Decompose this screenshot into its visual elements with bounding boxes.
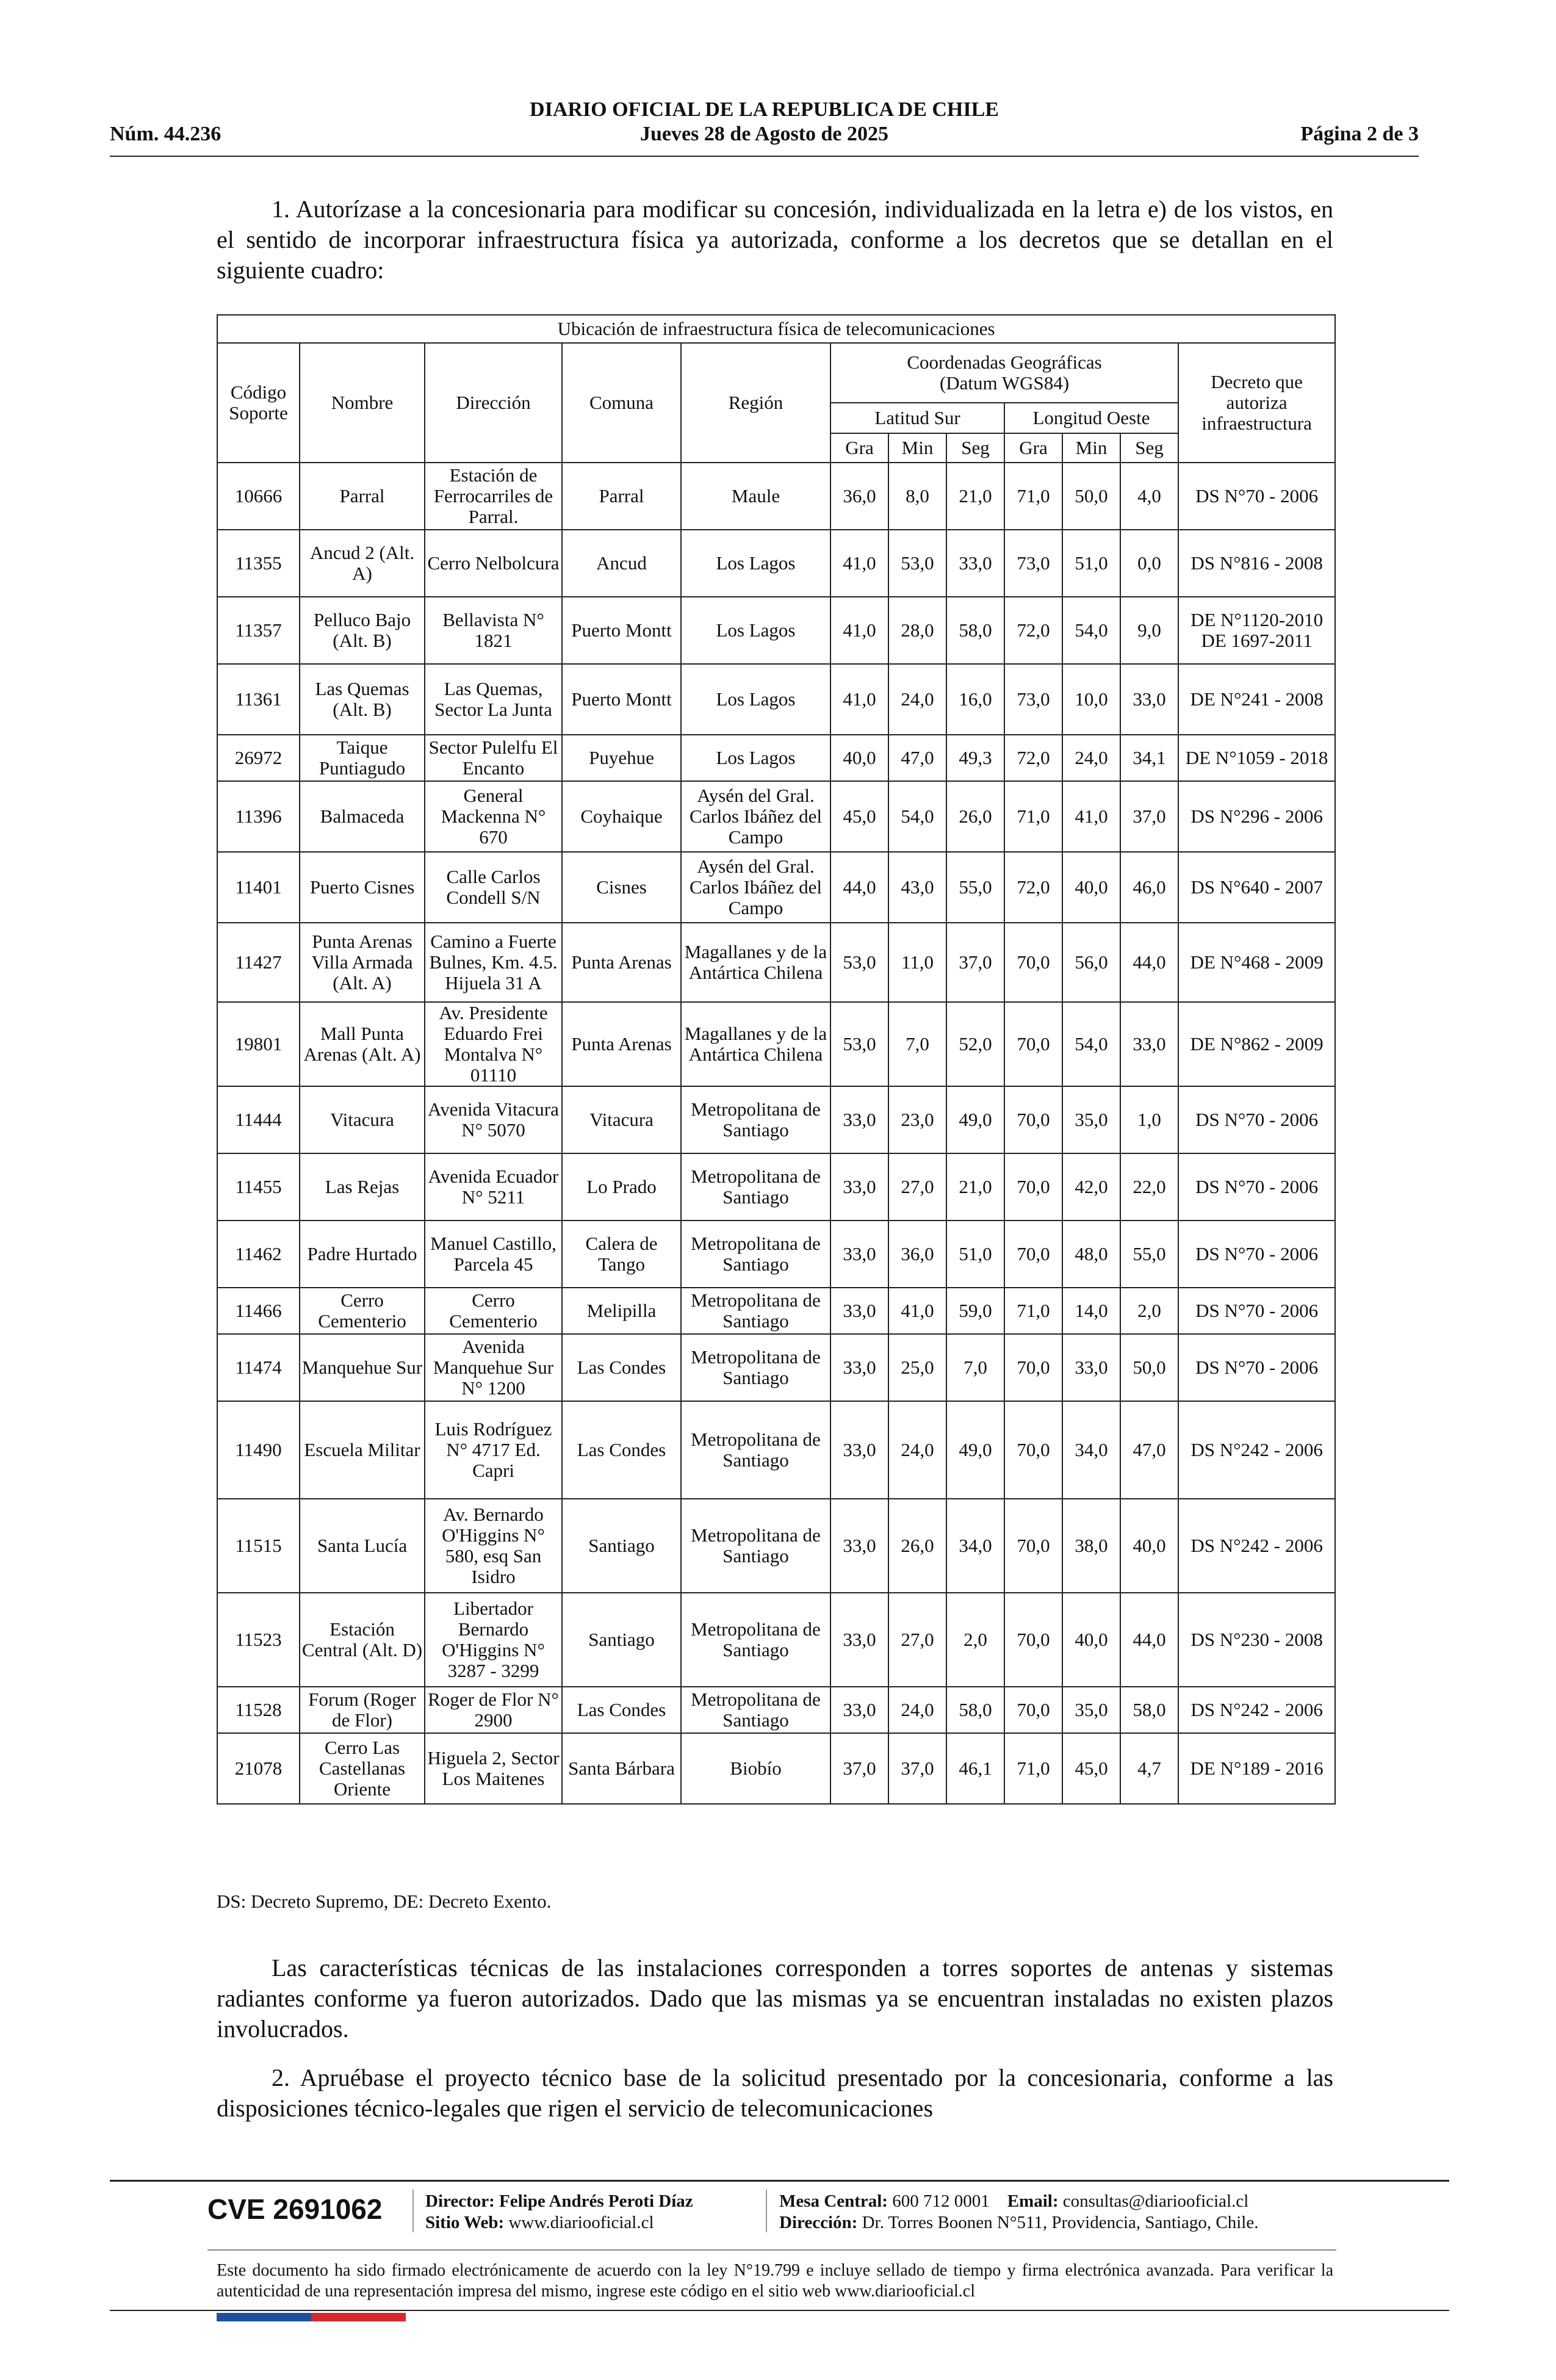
cell-lat-gra: 33,0	[830, 1687, 888, 1733]
cell-nombre: Escuela Militar	[300, 1401, 425, 1499]
footer-separator	[766, 2190, 767, 2232]
cell-lat-gra: 44,0	[830, 852, 888, 923]
cell-lat-min: 25,0	[888, 1334, 946, 1401]
cell-region: Magallanes y de la Antártica Chilena	[681, 923, 830, 1002]
cell-direccion: Sector Pulelfu El Encanto	[425, 735, 562, 781]
flag-color-bar	[217, 2313, 406, 2321]
footer-divider-bottom	[110, 2310, 1449, 2311]
issue-date: Jueves 28 de Agosto de 2025	[639, 123, 889, 145]
header-lon-seg: Seg	[1120, 433, 1178, 463]
cell-decreto: DE N°1059 - 2018	[1178, 735, 1335, 781]
cell-decreto: DS N°242 - 2006	[1178, 1401, 1335, 1499]
cell-direccion: Avenida Ecuador N° 5211	[425, 1153, 562, 1221]
cell-lat-gra: 41,0	[830, 597, 888, 664]
cell-lon-gra: 70,0	[1004, 1687, 1062, 1733]
cell-codigo: 21078	[217, 1733, 300, 1804]
header-lat-gra: Gra	[830, 433, 888, 463]
cell-lat-gra: 53,0	[830, 1002, 888, 1086]
table-row	[217, 1733, 1335, 1804]
cell-lon-min: 24,0	[1062, 735, 1120, 781]
cell-codigo: 19801	[217, 1002, 300, 1086]
table-row	[217, 923, 1335, 1002]
cell-decreto: DS N°242 - 2006	[1178, 1499, 1335, 1593]
cell-lat-min: 41,0	[888, 1288, 946, 1334]
director-label: Director:	[425, 2191, 495, 2211]
cell-region: Maule	[681, 463, 830, 530]
cell-decreto: DS N°640 - 2007	[1178, 852, 1335, 923]
cell-lon-seg: 47,0	[1120, 1401, 1178, 1499]
cell-lon-min: 41,0	[1062, 781, 1120, 852]
cell-comuna: Santiago	[562, 1593, 681, 1687]
table-row	[217, 1334, 1335, 1401]
cell-lon-gra: 72,0	[1004, 735, 1062, 781]
cell-lon-seg: 9,0	[1120, 597, 1178, 664]
cell-lat-gra: 33,0	[830, 1221, 888, 1288]
cell-lat-seg: 37,0	[946, 923, 1004, 1002]
cell-lat-seg: 21,0	[946, 463, 1004, 530]
cell-direccion: Calle Carlos Condell S/N	[425, 852, 562, 923]
cell-comuna: Santiago	[562, 1499, 681, 1593]
cell-nombre: Cerro Cementerio	[300, 1288, 425, 1334]
table-row	[217, 781, 1335, 852]
cell-lon-seg: 46,0	[1120, 852, 1178, 923]
cell-direccion: Luis Rodríguez N° 4717 Ed. Capri	[425, 1401, 562, 1499]
cell-codigo: 11490	[217, 1401, 300, 1499]
cell-comuna: Calera de Tango	[562, 1221, 681, 1288]
cell-lat-seg: 16,0	[946, 664, 1004, 735]
cell-lon-gra: 70,0	[1004, 1153, 1062, 1221]
cell-lat-min: 53,0	[888, 530, 946, 597]
cell-codigo: 11515	[217, 1499, 300, 1593]
table-caption: Ubicación de infraestructura física de telecomunicaciones	[217, 315, 1335, 343]
cell-codigo: 11474	[217, 1334, 300, 1401]
cell-codigo: 11355	[217, 530, 300, 597]
cell-codigo: 11427	[217, 923, 300, 1002]
cell-nombre: Puerto Cisnes	[300, 852, 425, 923]
cell-comuna: Parral	[562, 463, 681, 530]
cell-lat-gra: 33,0	[830, 1499, 888, 1593]
cell-lon-seg: 55,0	[1120, 1221, 1178, 1288]
cell-lat-gra: 33,0	[830, 1334, 888, 1401]
header-coordenadas	[830, 343, 1178, 403]
cell-decreto: DS N°70 - 2006	[1178, 1221, 1335, 1288]
table-row	[217, 463, 1335, 530]
cell-comuna: Puerto Montt	[562, 597, 681, 664]
cell-lat-seg: 2,0	[946, 1593, 1004, 1687]
cell-lat-seg: 58,0	[946, 1687, 1004, 1733]
cell-lon-seg: 4,7	[1120, 1733, 1178, 1804]
cell-region: Metropolitana de Santiago	[681, 1221, 830, 1288]
cell-comuna: Puerto Montt	[562, 664, 681, 735]
cell-lat-seg: 55,0	[946, 852, 1004, 923]
cell-decreto: DE N°468 - 2009	[1178, 923, 1335, 1002]
table-row	[217, 1288, 1335, 1334]
cell-lat-min: 36,0	[888, 1221, 946, 1288]
cell-lon-seg: 34,1	[1120, 735, 1178, 781]
cell-lat-gra: 33,0	[830, 1593, 888, 1687]
address-label: Dirección:	[779, 2213, 858, 2232]
paragraph-1: 1. Autorízase a la concesionaria para modificar su concesión, individualizada en la letra e) de los vistos, en el sentido de incorporar infraestructura física ya autorizada, conforme a los decretos que se detallan en el siguiente cuadro:	[217, 195, 1333, 284]
cell-lon-seg: 33,0	[1120, 664, 1178, 735]
cell-nombre: Manquehue Sur	[300, 1334, 425, 1401]
cell-lon-gra: 70,0	[1004, 1086, 1062, 1153]
cell-comuna: Melipilla	[562, 1288, 681, 1334]
table-row	[217, 735, 1335, 781]
cell-lon-seg: 37,0	[1120, 781, 1178, 852]
cell-lat-min: 43,0	[888, 852, 946, 923]
cell-lon-gra: 70,0	[1004, 923, 1062, 1002]
cell-lon-gra: 70,0	[1004, 1334, 1062, 1401]
cell-comuna: Lo Prado	[562, 1153, 681, 1221]
cell-nombre: Parral	[300, 463, 425, 530]
cell-lon-seg: 50,0	[1120, 1334, 1178, 1401]
cell-comuna: Vitacura	[562, 1086, 681, 1153]
cell-nombre: Cerro Las Castellanas Oriente	[300, 1733, 425, 1804]
cell-comuna: Puyehue	[562, 735, 681, 781]
cell-lat-seg: 21,0	[946, 1153, 1004, 1221]
cell-lat-min: 54,0	[888, 781, 946, 852]
cell-decreto: DS N°70 - 2006	[1178, 463, 1335, 530]
cell-lon-seg: 33,0	[1120, 1002, 1178, 1086]
cell-direccion: Las Quemas, Sector La Junta	[425, 664, 562, 735]
cell-lat-min: 37,0	[888, 1733, 946, 1804]
header-direccion: Dirección	[425, 343, 562, 463]
cell-lon-min: 48,0	[1062, 1221, 1120, 1288]
cell-lat-seg: 49,0	[946, 1401, 1004, 1499]
header-nombre: Nombre	[300, 343, 425, 463]
cell-nombre: Punta Arenas Villa Armada (Alt. A)	[300, 923, 425, 1002]
cell-lat-gra: 33,0	[830, 1288, 888, 1334]
cell-comuna: Las Condes	[562, 1687, 681, 1733]
cell-lon-gra: 72,0	[1004, 852, 1062, 923]
header-latitud: Latitud Sur	[830, 403, 1004, 433]
cell-nombre: Ancud 2 (Alt. A)	[300, 530, 425, 597]
flag-blue-segment	[217, 2313, 311, 2321]
cell-lat-seg: 49,3	[946, 735, 1004, 781]
cell-lon-seg: 0,0	[1120, 530, 1178, 597]
address-value: Dr. Torres Boonen N°511, Providencia, Santiago, Chile.	[862, 2213, 1259, 2232]
cell-nombre: Pelluco Bajo (Alt. B)	[300, 597, 425, 664]
cell-region: Metropolitana de Santiago	[681, 1401, 830, 1499]
cell-region: Aysén del Gral. Carlos Ibáñez del Campo	[681, 852, 830, 923]
cell-region: Metropolitana de Santiago	[681, 1086, 830, 1153]
header-lon-min: Min	[1062, 433, 1120, 463]
header-comuna: Comuna	[562, 343, 681, 463]
cell-lat-seg: 52,0	[946, 1002, 1004, 1086]
cell-lat-gra: 53,0	[830, 923, 888, 1002]
cell-lon-gra: 70,0	[1004, 1499, 1062, 1593]
cell-nombre: Forum (Roger de Flor)	[300, 1687, 425, 1733]
cell-decreto: DS N°70 - 2006	[1178, 1288, 1335, 1334]
footer-divider-mid	[207, 2249, 1336, 2251]
cell-lon-min: 42,0	[1062, 1153, 1120, 1221]
cell-direccion: Cerro Cementerio	[425, 1288, 562, 1334]
cell-direccion: Estación de Ferrocarriles de Parral.	[425, 463, 562, 530]
table-row	[217, 1153, 1335, 1221]
header-divider	[110, 156, 1419, 157]
cell-lon-min: 38,0	[1062, 1499, 1120, 1593]
flag-red-segment	[311, 2313, 406, 2321]
cell-lon-gra: 70,0	[1004, 1221, 1062, 1288]
cell-decreto: DS N°296 - 2006	[1178, 781, 1335, 852]
cell-nombre: Balmaceda	[300, 781, 425, 852]
cell-lat-seg: 46,1	[946, 1733, 1004, 1804]
cell-region: Los Lagos	[681, 530, 830, 597]
cell-codigo: 11357	[217, 597, 300, 664]
cell-direccion: Av. Presidente Eduardo Frei Montalva N° 01110	[425, 1002, 562, 1086]
mesa-label: Mesa Central:	[779, 2191, 888, 2211]
email-link[interactable]: consultas@diariooficial.cl	[1062, 2191, 1249, 2211]
table-row	[217, 664, 1335, 735]
cell-nombre: Taique Puntiagudo	[300, 735, 425, 781]
paragraph-2: Las características técnicas de las instalaciones corresponden a torres soportes de antenas y sistemas radiantes conforme ya fueron autorizados. Dado que las mismas ya se encuentran instaladas no existen plazos involucrados.	[217, 1954, 1333, 2043]
cell-lon-seg: 22,0	[1120, 1153, 1178, 1221]
issue-number: Núm. 44.236	[110, 123, 222, 145]
cell-direccion: Avenida Vitacura N° 5070	[425, 1086, 562, 1153]
director-name: Felipe Andrés Peroti Díaz	[499, 2191, 693, 2211]
cell-region: Los Lagos	[681, 735, 830, 781]
cell-lat-min: 27,0	[888, 1593, 946, 1687]
website-label: Sitio Web:	[425, 2213, 505, 2232]
cell-lon-min: 40,0	[1062, 1593, 1120, 1687]
cell-region: Metropolitana de Santiago	[681, 1334, 830, 1401]
cell-lon-gra: 70,0	[1004, 1401, 1062, 1499]
cell-lon-min: 51,0	[1062, 530, 1120, 597]
cell-lat-min: 27,0	[888, 1153, 946, 1221]
table-row	[217, 597, 1335, 664]
cell-lon-min: 54,0	[1062, 597, 1120, 664]
cell-lat-min: 7,0	[888, 1002, 946, 1086]
cell-decreto: DS N°70 - 2006	[1178, 1153, 1335, 1221]
cell-direccion: General Mackenna N° 670	[425, 781, 562, 852]
cell-decreto: DS N°242 - 2006	[1178, 1687, 1335, 1733]
website-link[interactable]: www.diariooficial.cl	[508, 2213, 654, 2232]
table-footnote: DS: Decreto Supremo, DE: Decreto Exento.	[217, 1891, 552, 1912]
header-lon-gra: Gra	[1004, 433, 1062, 463]
cell-comuna: Santa Bárbara	[562, 1733, 681, 1804]
legal-notice: Este documento ha sido firmado electrónicamente de acuerdo con la ley N°19.799 e incluye sellado de tiempo y firma electrónica avanzada. Para verificar la autenticidad de una representación impresa del mismo, ingrese este código en el sitio web www.diariooficial.cl	[217, 2261, 1333, 2301]
cell-lon-min: 40,0	[1062, 852, 1120, 923]
cell-lon-gra: 71,0	[1004, 463, 1062, 530]
cell-nombre: Padre Hurtado	[300, 1221, 425, 1288]
cell-region: Aysén del Gral. Carlos Ibáñez del Campo	[681, 781, 830, 852]
table-row	[217, 530, 1335, 597]
table-row	[217, 1401, 1335, 1499]
cell-decreto: DS N°70 - 2006	[1178, 1086, 1335, 1153]
table-row	[217, 1002, 1335, 1086]
cell-comuna: Las Condes	[562, 1401, 681, 1499]
cell-lon-min: 14,0	[1062, 1288, 1120, 1334]
cell-nombre: Las Rejas	[300, 1153, 425, 1221]
cell-lat-gra: 37,0	[830, 1733, 888, 1804]
cell-region: Metropolitana de Santiago	[681, 1499, 830, 1593]
footer-separator	[412, 2190, 414, 2232]
newspaper-title: DIARIO OFICIAL DE LA REPUBLICA DE CHILE	[530, 98, 999, 121]
cell-lat-min: 24,0	[888, 1687, 946, 1733]
cell-lat-min: 8,0	[888, 463, 946, 530]
header-codigo: Código Soporte	[217, 343, 300, 463]
cell-lon-min: 56,0	[1062, 923, 1120, 1002]
table-row	[217, 852, 1335, 923]
cell-codigo: 11396	[217, 781, 300, 852]
header-lat-seg: Seg	[946, 433, 1004, 463]
cell-region: Metropolitana de Santiago	[681, 1288, 830, 1334]
cell-lon-gra: 71,0	[1004, 781, 1062, 852]
cell-direccion: Manuel Castillo, Parcela 45	[425, 1221, 562, 1288]
cell-lat-seg: 33,0	[946, 530, 1004, 597]
cell-region: Los Lagos	[681, 664, 830, 735]
footer-contact-block	[779, 2191, 1258, 2234]
cell-lon-seg: 1,0	[1120, 1086, 1178, 1153]
cell-lon-gra: 73,0	[1004, 530, 1062, 597]
header-region: Región	[681, 343, 830, 463]
cell-lon-min: 10,0	[1062, 664, 1120, 735]
cell-direccion: Bellavista N° 1821	[425, 597, 562, 664]
cell-lon-seg: 4,0	[1120, 463, 1178, 530]
cve-code: CVE 2691062	[207, 2193, 383, 2225]
cell-lat-min: 11,0	[888, 923, 946, 1002]
cell-decreto: DE N°862 - 2009	[1178, 1002, 1335, 1086]
cell-lat-seg: 51,0	[946, 1221, 1004, 1288]
header-decreto: Decreto que autoriza infraestructura	[1178, 343, 1335, 463]
cell-lat-gra: 45,0	[830, 781, 888, 852]
cell-lat-seg: 58,0	[946, 597, 1004, 664]
cell-lat-seg: 34,0	[946, 1499, 1004, 1593]
cell-lon-gra: 71,0	[1004, 1288, 1062, 1334]
cell-decreto: DE N°1120-2010 DE 1697-2011	[1178, 597, 1335, 664]
cell-region: Metropolitana de Santiago	[681, 1593, 830, 1687]
cell-region: Magallanes y de la Antártica Chilena	[681, 1002, 830, 1086]
cell-direccion: Cerro Nelbolcura	[425, 530, 562, 597]
cell-codigo: 11523	[217, 1593, 300, 1687]
header-lat-min: Min	[888, 433, 946, 463]
cell-lon-seg: 2,0	[1120, 1288, 1178, 1334]
cell-comuna: Ancud	[562, 530, 681, 597]
cell-lon-gra: 73,0	[1004, 664, 1062, 735]
cell-region: Metropolitana de Santiago	[681, 1153, 830, 1221]
header-coordenadas-line2: (Datum WGS84)	[939, 372, 1070, 394]
header-longitud: Longitud Oeste	[1004, 403, 1178, 433]
cell-nombre: Vitacura	[300, 1086, 425, 1153]
cell-codigo: 11466	[217, 1288, 300, 1334]
cell-lon-seg: 44,0	[1120, 923, 1178, 1002]
cell-comuna: Punta Arenas	[562, 923, 681, 1002]
cell-decreto: DS N°70 - 2006	[1178, 1334, 1335, 1401]
header-coordenadas-line1: Coordenadas Geográficas	[907, 352, 1102, 373]
cell-lon-gra: 71,0	[1004, 1733, 1062, 1804]
mesa-phone: 600 712 0001	[892, 2191, 990, 2211]
cell-codigo: 11361	[217, 664, 300, 735]
cell-lon-min: 34,0	[1062, 1401, 1120, 1499]
cell-comuna: Las Condes	[562, 1334, 681, 1401]
table-row	[217, 1499, 1335, 1593]
page-header	[110, 98, 1419, 156]
cell-codigo: 11455	[217, 1153, 300, 1221]
cell-codigo: 11444	[217, 1086, 300, 1153]
footer-divider-top	[110, 2180, 1449, 2182]
cell-lon-seg: 40,0	[1120, 1499, 1178, 1593]
cell-nombre: Estación Central (Alt. D)	[300, 1593, 425, 1687]
cell-nombre: Las Quemas (Alt. B)	[300, 664, 425, 735]
cell-decreto: DS N°816 - 2008	[1178, 530, 1335, 597]
cell-direccion: Roger de Flor N° 2900	[425, 1687, 562, 1733]
cell-lat-gra: 36,0	[830, 463, 888, 530]
cell-direccion: Avenida Manquehue Sur N° 1200	[425, 1334, 562, 1401]
cell-lat-min: 23,0	[888, 1086, 946, 1153]
cell-lat-gra: 33,0	[830, 1153, 888, 1221]
cell-comuna: Punta Arenas	[562, 1002, 681, 1086]
cell-decreto: DE N°241 - 2008	[1178, 664, 1335, 735]
cell-lat-gra: 33,0	[830, 1086, 888, 1153]
cell-decreto: DS N°230 - 2008	[1178, 1593, 1335, 1687]
cell-lon-min: 45,0	[1062, 1733, 1120, 1804]
cell-codigo: 11528	[217, 1687, 300, 1733]
cell-region: Biobío	[681, 1733, 830, 1804]
cell-lat-seg: 26,0	[946, 781, 1004, 852]
cell-direccion: Higuela 2, Sector Los Maitenes	[425, 1733, 562, 1804]
cell-decreto: DE N°189 - 2016	[1178, 1733, 1335, 1804]
cell-lon-gra: 70,0	[1004, 1593, 1062, 1687]
cell-lat-gra: 33,0	[830, 1401, 888, 1499]
cell-lat-min: 28,0	[888, 597, 946, 664]
cell-lon-min: 35,0	[1062, 1086, 1120, 1153]
table-body	[217, 463, 1335, 1804]
cell-lat-min: 26,0	[888, 1499, 946, 1593]
cell-comuna: Coyhaique	[562, 781, 681, 852]
page-number: Página 2 de 3	[1300, 123, 1419, 145]
cell-lon-gra: 70,0	[1004, 1002, 1062, 1086]
cell-codigo: 26972	[217, 735, 300, 781]
cell-lat-min: 24,0	[888, 1401, 946, 1499]
cell-direccion: Av. Bernardo O'Higgins N° 580, esq San Isidro	[425, 1499, 562, 1593]
cell-lon-seg: 44,0	[1120, 1593, 1178, 1687]
cell-lat-min: 24,0	[888, 664, 946, 735]
cell-lat-gra: 41,0	[830, 664, 888, 735]
cell-lat-seg: 7,0	[946, 1334, 1004, 1401]
cell-codigo: 11462	[217, 1221, 300, 1288]
footer-director-block	[425, 2191, 693, 2234]
cell-nombre: Mall Punta Arenas (Alt. A)	[300, 1002, 425, 1086]
cell-lon-seg: 58,0	[1120, 1687, 1178, 1733]
cell-region: Metropolitana de Santiago	[681, 1687, 830, 1733]
table-row	[217, 1086, 1335, 1153]
email-label: Email:	[1007, 2191, 1059, 2211]
paragraph-3: 2. Apruébase el proyecto técnico base de la solicitud presentado por la concesionaria, conforme a las disposiciones técnico-legales que rigen el servicio de telecomunicaciones	[217, 2064, 1333, 2122]
cell-lat-gra: 41,0	[830, 530, 888, 597]
cell-lat-gra: 40,0	[830, 735, 888, 781]
cell-lon-min: 35,0	[1062, 1687, 1120, 1733]
cell-direccion: Libertador Bernardo O'Higgins N° 3287 - 3299	[425, 1593, 562, 1687]
cell-lon-min: 54,0	[1062, 1002, 1120, 1086]
infrastructure-table	[217, 314, 1336, 1805]
cell-lon-min: 33,0	[1062, 1334, 1120, 1401]
cell-codigo: 10666	[217, 463, 300, 530]
cell-lat-seg: 49,0	[946, 1086, 1004, 1153]
cell-direccion: Camino a Fuerte Bulnes, Km. 4.5. Hijuela 31 A	[425, 923, 562, 1002]
cell-lat-min: 47,0	[888, 735, 946, 781]
cell-comuna: Cisnes	[562, 852, 681, 923]
cell-codigo: 11401	[217, 852, 300, 923]
cell-nombre: Santa Lucía	[300, 1499, 425, 1593]
cell-lon-gra: 72,0	[1004, 597, 1062, 664]
table-row	[217, 1221, 1335, 1288]
table-row	[217, 1687, 1335, 1733]
cell-region: Los Lagos	[681, 597, 830, 664]
cell-lat-seg: 59,0	[946, 1288, 1004, 1334]
cell-lon-min: 50,0	[1062, 463, 1120, 530]
table-row	[217, 1593, 1335, 1687]
